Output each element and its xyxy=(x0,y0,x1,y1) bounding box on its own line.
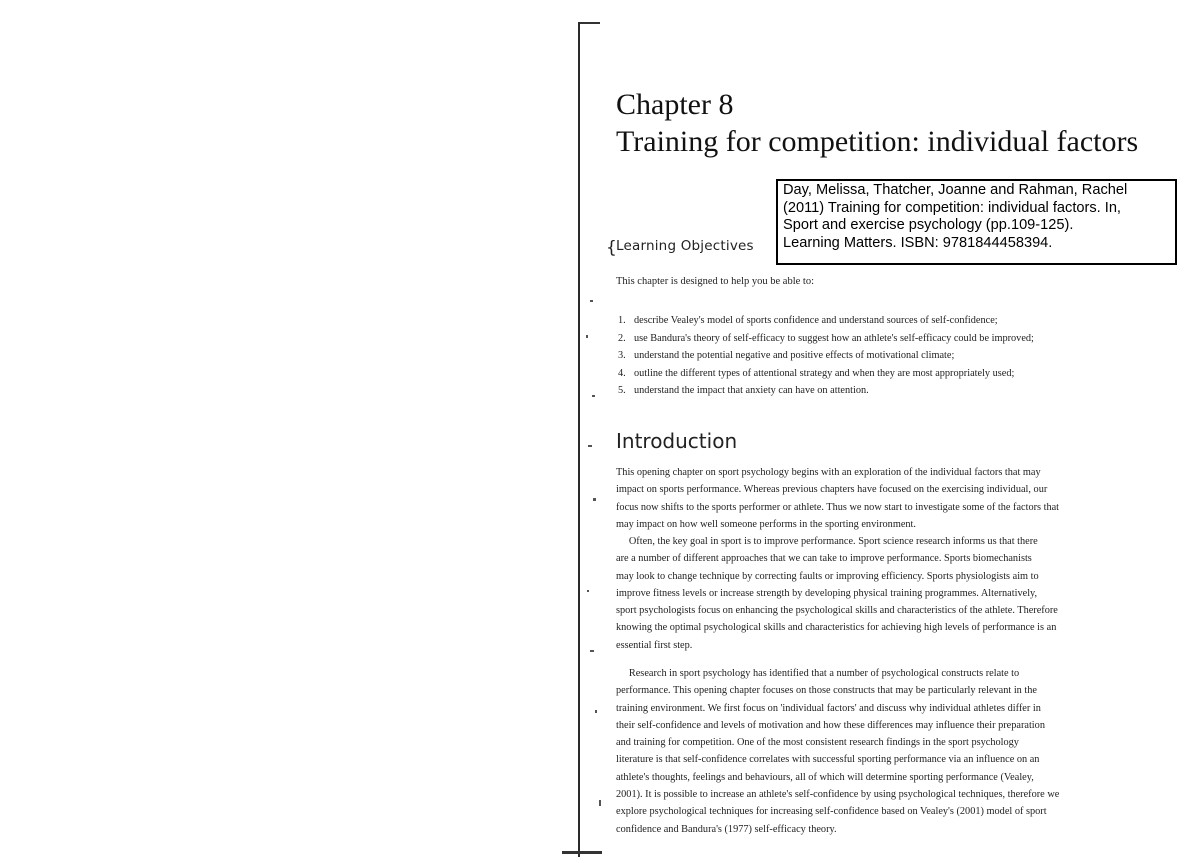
text-line: improve fitness levels or increase strength by developing physical training programmes. Alternatively, xyxy=(616,587,1038,599)
scan-noise xyxy=(590,650,594,652)
citation-line: (2011) Training for competition: individual factors. In, xyxy=(783,199,1121,216)
text-line: and training for competition. One of the most consistent research findings in the sport psychology xyxy=(616,737,1019,749)
item-number: 5. xyxy=(618,385,626,396)
list-item xyxy=(618,330,1034,348)
item-number: 4. xyxy=(618,367,626,379)
text-line: may impact on how well someone performs in the sporting environment. xyxy=(616,518,916,530)
learning-objectives-heading: Learning Objectives xyxy=(616,238,754,254)
citation-box xyxy=(776,179,1177,265)
citation-line: Sport and exercise psychology (pp.109-125). xyxy=(783,217,1074,234)
item-text: understand the potential negative and positive effects of motivational climate; xyxy=(634,350,955,361)
chapter-title-text: Training for competition: individual factors xyxy=(616,125,1139,158)
introduction-heading: Introduction xyxy=(616,429,738,453)
text-line: Research in sport psychology has identified that a number of psychological constructs relate to xyxy=(616,668,1020,679)
text-line: This opening chapter on sport psychology begins with an exploration of the individual factors that may xyxy=(616,467,1041,478)
item-number: 2. xyxy=(618,332,626,344)
chapter-title xyxy=(616,86,1138,160)
bracket-mark: { xyxy=(606,238,617,258)
text-line: sport psychologists focus on enhancing the psychological skills and characteristics of the athlete. Therefore xyxy=(616,605,1058,617)
chapter-number: Chapter 8 xyxy=(616,88,734,121)
scan-binding-edge xyxy=(578,22,580,857)
text-line: literature is that self-confidence correlates with successful sporting performance via an influence on an xyxy=(616,754,1040,766)
scan-noise xyxy=(593,498,596,501)
text-line: their self-confidence and levels of motivation and how these differences may influence their preparation xyxy=(616,719,1045,731)
paragraph xyxy=(616,533,1136,654)
scan-noise xyxy=(590,300,593,302)
text-line: 2001). It is possible to increase an athlete's self-confidence by using psychological techniques, therefore we xyxy=(616,789,1060,801)
text-line: confidence and Bandura's (1977) self-efficacy theory. xyxy=(616,823,837,835)
list-item xyxy=(618,347,1034,365)
text-line: essential first step. xyxy=(616,639,693,651)
scan-edge-bottom xyxy=(562,851,602,854)
text-line: performance. This opening chapter focuses on those constructs that may be particularly relevant in the xyxy=(616,685,1037,697)
citation-line: Learning Matters. ISBN: 9781844458394. xyxy=(783,234,1053,251)
objectives-list xyxy=(618,312,1034,400)
item-text: use Bandura's theory of self-efficacy to suggest how an athlete's self-efficacy could be improved; xyxy=(634,332,1034,344)
text-line: focus now shifts to the sports performer or athlete. Thus we now start to investigate some of the factors that xyxy=(616,501,1060,513)
paragraph xyxy=(616,665,1136,838)
list-item xyxy=(618,382,1034,400)
text-line: knowing the optimal psychological skills and characteristics for achieving high levels of performance is an xyxy=(616,622,1057,634)
paragraph xyxy=(616,464,1136,533)
scan-noise xyxy=(588,445,592,447)
text-line: impact on sports performance. Whereas previous chapters have focused on the exercising individual, our xyxy=(616,484,1048,496)
text-line: training environment. We first focus on 'individual factors' and discuss why individual athletes differ in xyxy=(616,702,1041,714)
scan-noise xyxy=(592,395,595,397)
list-item xyxy=(618,365,1034,383)
item-text: outline the different types of attentional strategy and when they are most appropriately used; xyxy=(634,367,1015,379)
text-line: Often, the key goal in sport is to improve performance. Sport science research informs us that there xyxy=(616,536,1038,547)
text-line: are a number of different approaches that we can take to improve performance. Sports biomechanists xyxy=(616,553,1032,565)
scan-noise xyxy=(586,335,588,338)
list-item xyxy=(618,312,1034,330)
objectives-intro: This chapter is designed to help you be able to: xyxy=(616,276,814,287)
item-number: 3. xyxy=(618,350,626,361)
item-text: describe Vealey's model of sports confidence and understand sources of self-confidence; xyxy=(634,315,998,326)
scan-noise xyxy=(599,800,601,806)
text-line: may look to change technique by correcting faults or improving efficiency. Sports physiologists aim to xyxy=(616,570,1039,582)
text-line: athlete's thoughts, feelings and behaviours, all of which will determine sporting performance (Vealey, xyxy=(616,771,1034,783)
item-text: understand the impact that anxiety can have on attention. xyxy=(634,385,869,396)
citation-line: Day, Melissa, Thatcher, Joanne and Rahman, Rachel xyxy=(783,182,1128,198)
scan-noise xyxy=(595,710,597,713)
item-number: 1. xyxy=(618,315,626,326)
scan-noise xyxy=(587,590,589,592)
scan-edge-tick xyxy=(578,22,600,24)
text-line: explore psychological techniques for increasing self-confidence based on Vealey's (2001) model of sport xyxy=(616,806,1047,818)
